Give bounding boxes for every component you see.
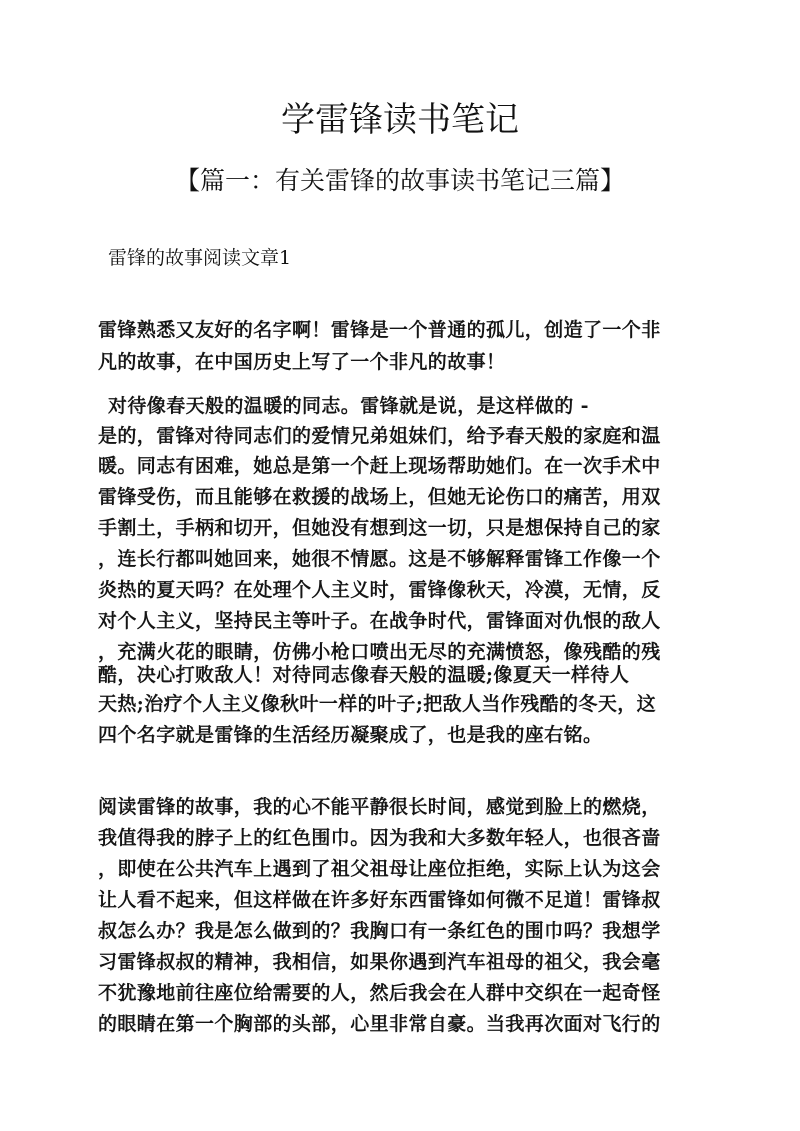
- document-title: 学雷锋读书笔记: [281, 100, 519, 140]
- paragraph-3-line: 我值得我的脖子上的红色围巾。因为我和大多数年轻人，也很吝啬: [98, 827, 661, 849]
- section-heading: 雷锋的故事阅读文章1: [108, 247, 292, 269]
- paragraph-2-line: 天热;治疗个人主义像秋叶一样的叶子;把敌人当作残酷的冬天，这: [98, 693, 657, 715]
- paragraph-3-line: 的眼睛在第一个胸部的头部，心里非常自豪。当我再次面对飞行的: [98, 1013, 661, 1035]
- paragraph-2-line: 对待像春天般的温暖的同志。雷锋就是说，是这样做的 -: [108, 395, 589, 417]
- paragraph-1-line: 凡的故事，在中国历史上写了一个非凡的故事！: [98, 351, 506, 373]
- paragraph-3-line: 不犹豫地前往座位给需要的人，然后我会在人群中交织在一起奇怪: [98, 982, 661, 1004]
- paragraph-2-line: 对个人主义，坚持民主等叶子。在战争时代，雷锋面对仇恨的敌人: [98, 610, 661, 632]
- paragraph-2-line: 手割土，手柄和切开，但她没有想到这一切，只是想保持自己的家: [98, 517, 661, 539]
- paragraph-3-line: 阅读雷锋的故事，我的心不能平静很长时间，感觉到脸上的燃烧，: [98, 796, 661, 818]
- paragraph-2-line: ，充满火花的眼睛，仿佛小枪口喷出无尽的充满愤怒，像残酷的残: [98, 641, 661, 663]
- paragraph-3-line: 习雷锋叔叔的精神，我相信，如果你遇到汽车祖母的祖父，我会毫: [98, 951, 661, 973]
- paragraph-2-line: ，连长行都叫她回来，她很不情愿。这是不够解释雷锋工作像一个: [98, 548, 661, 570]
- paragraph-3-line: 叔怎么办？我是怎么做到的？我胸口有一条红色的围巾吗？我想学: [98, 920, 661, 942]
- paragraph-2-line: 雷锋受伤，而且能够在救援的战场上，但她无论伤口的痛苦，用双: [98, 486, 661, 508]
- paragraph-2-line: 是的，雷锋对待同志们的爱情兄弟姐妹们，给予春天般的家庭和温: [98, 425, 661, 447]
- paragraph-2-line: 酷，决心打败敌人！对待同志像春天般的温暖;像夏天一样待人: [98, 664, 630, 686]
- paragraph-3-line: 让人看不起来，但这样做在许多好东西雷锋如何微不足道！雷锋叔: [98, 889, 661, 911]
- paragraph-2-line: 暖。同志有困难，她总是第一个赶上现场帮助她们。在一次手术中: [98, 455, 661, 477]
- paragraph-1-line: 雷锋熟悉又友好的名字啊！雷锋是一个普通的孤儿，创造了一个非: [98, 319, 661, 341]
- document-subtitle: 【篇一：有关雷锋的故事读书笔记三篇】: [174, 166, 625, 195]
- paragraph-2-line: 炎热的夏天吗？在处理个人主义时，雷锋像秋天，冷漠，无情，反: [98, 579, 661, 601]
- paragraph-3-line: ，即使在公共汽车上遇到了祖父祖母让座位拒绝，实际上认为这会: [98, 858, 661, 880]
- paragraph-2-line: 四个名字就是雷锋的生活经历凝聚成了，也是我的座右铭。: [98, 724, 603, 746]
